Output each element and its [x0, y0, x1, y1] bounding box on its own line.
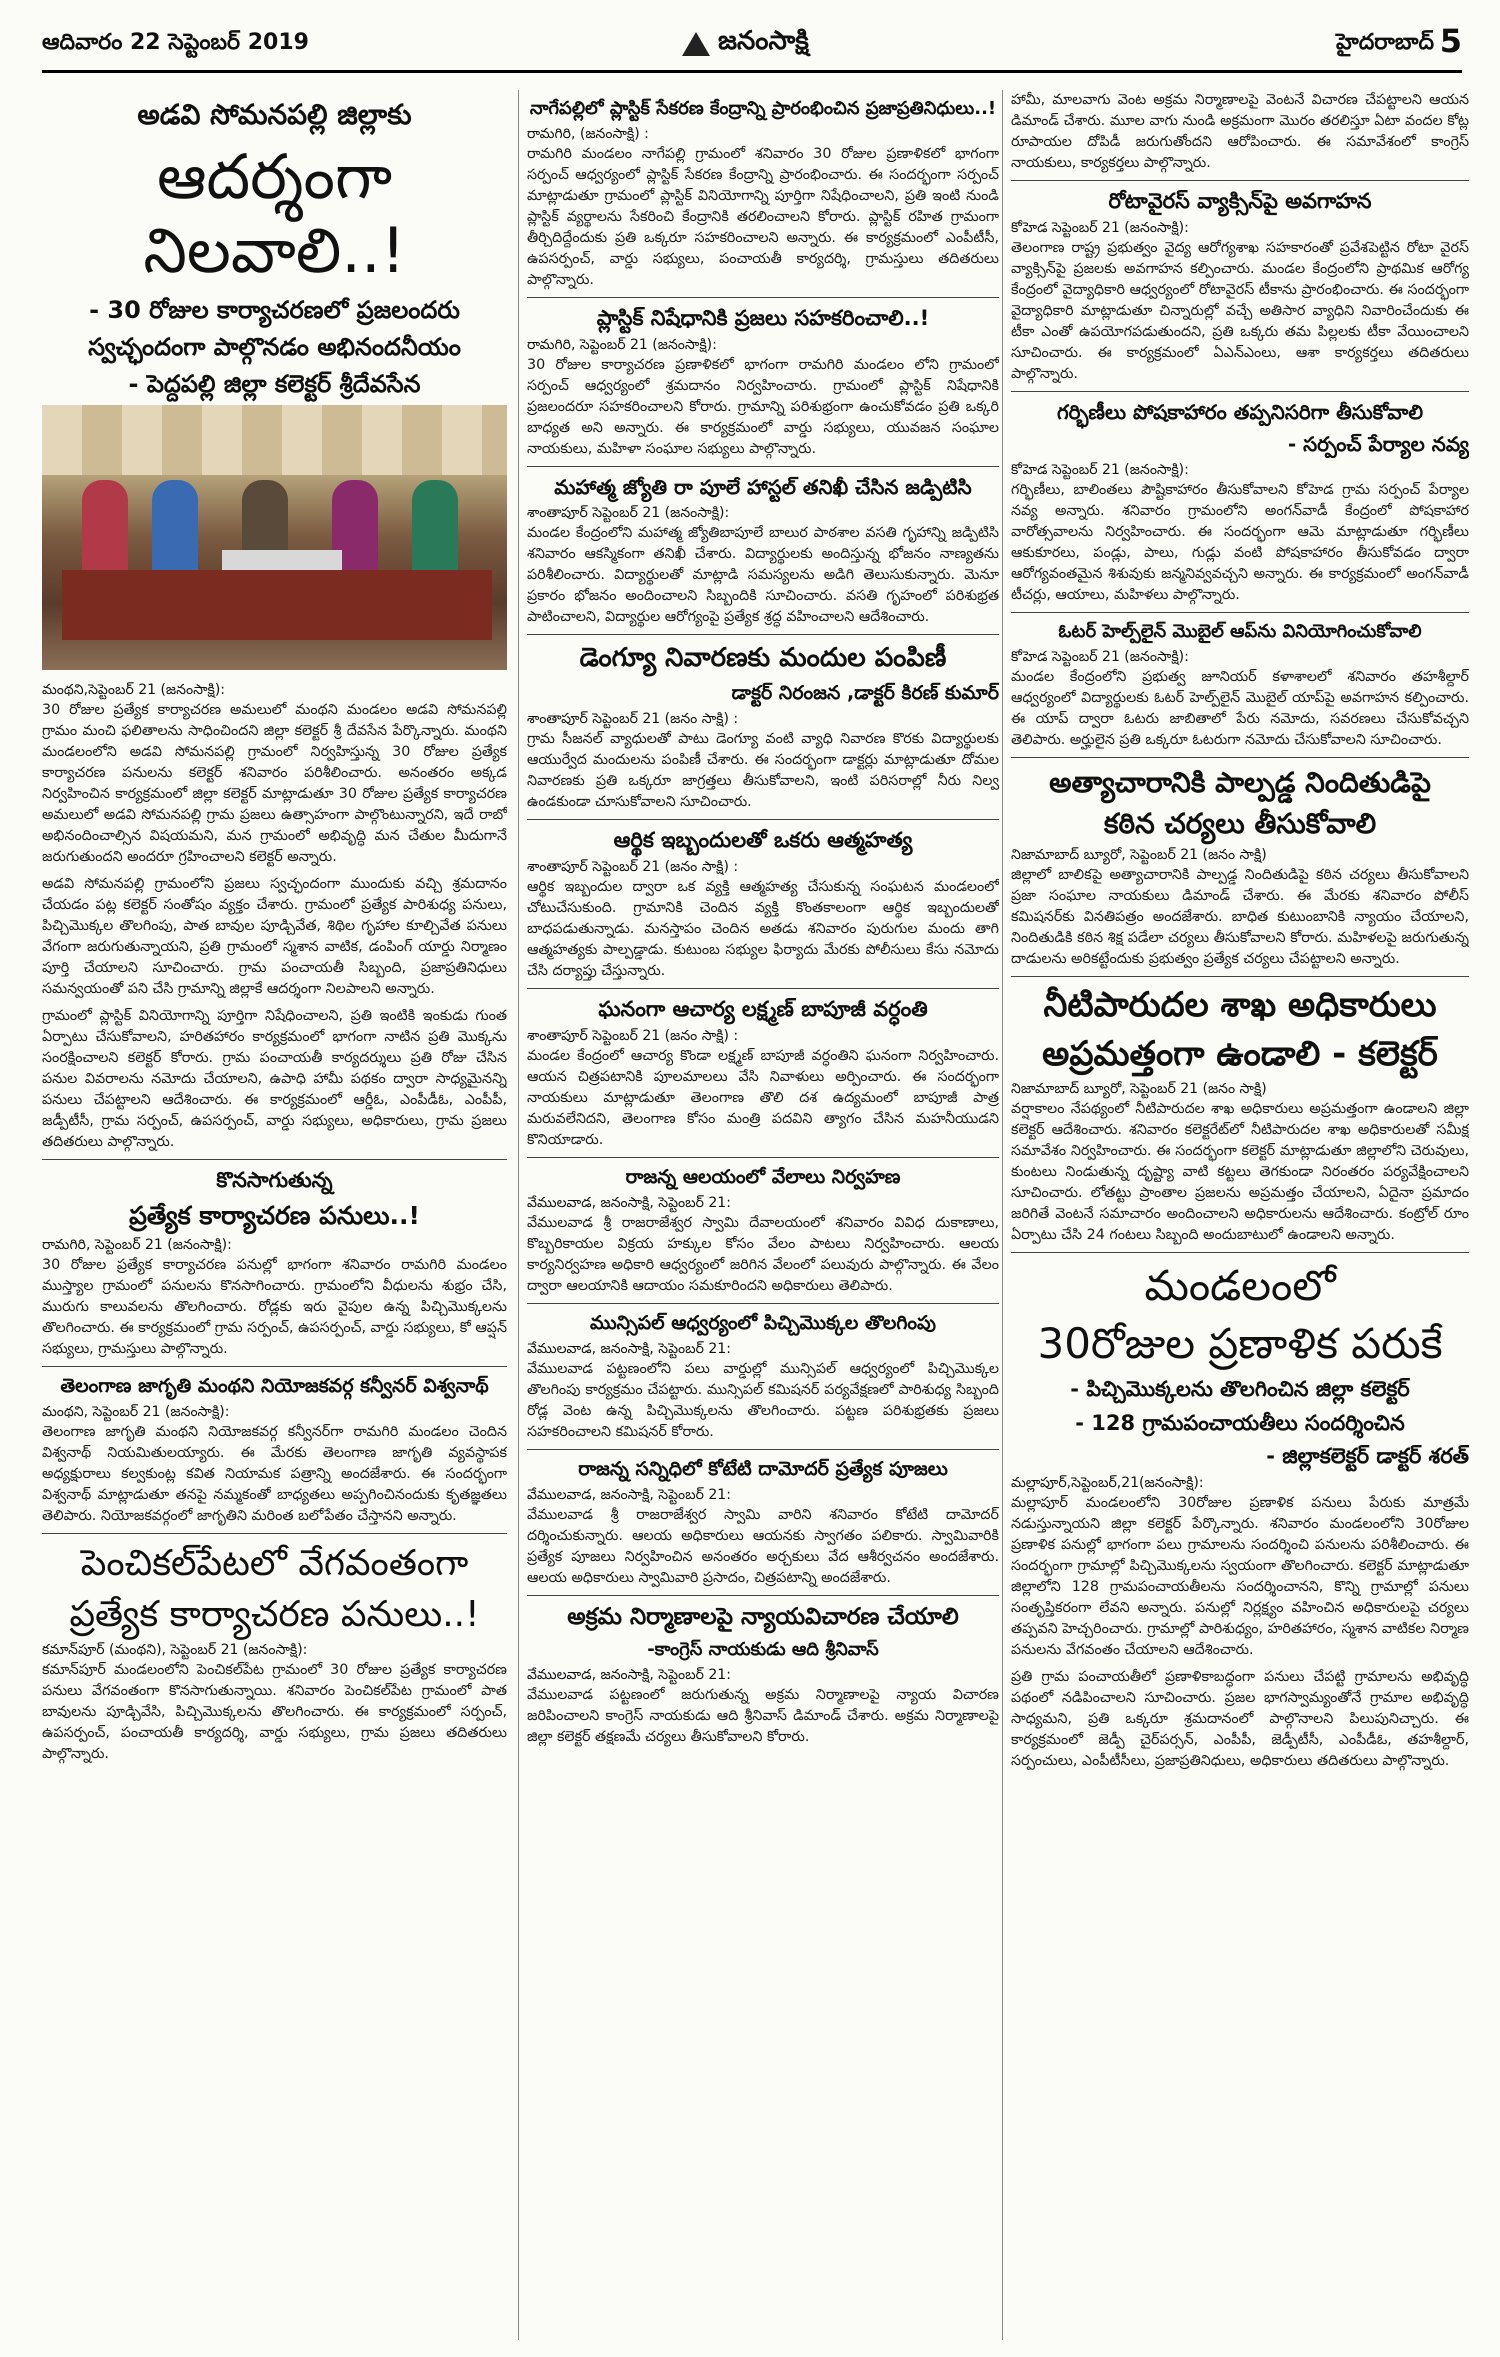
- article-body: గ్రామ సీజనల్ వ్యాధులతో పాటు డెంగ్యూ వంటి వ్యాధి నివారణ కొరకు విద్యార్థులకు ఆయుర్వేద మందులను పంపిణీ చేశారు. ఈ సందర్భంగా డాక్టర్లు మాట్లాడుతూ దోమల నివారణకు ప్రతి ఒక్కరూ జాగ్రత్తలు తీసుకోవాలని, ఇంటి పరిసరాల్లో నీరు నిల్వ ఉండకుండా చూసుకోవాలని సూచించారు.: [527, 730, 999, 810]
- article-byline: డాక్టర్ నిరంజన ,డాక్టర్ కిరణ్ కుమార్: [731, 681, 999, 704]
- article-headline: మున్సిపల్ ఆధ్వర్యంలో పిచ్చిమొక్కల తొలగింపు: [590, 1311, 936, 1334]
- article-body: ఆర్థిక ఇబ్బందుల ద్వారా ఒక వ్యక్తి ఆత్మహత్య చేసుకున్న సంఘటన మండలంలో చోటుచేసుకుంది. గ్రామానికి చెందిన వ్యక్తి కొంతకాలంగా ఆర్థిక ఇబ్బందులతో బాధపడుతున్నాడు. మనస్తాపం చెందిన అతడు శనివారం పురుగుల మందు తాగి ఆత్మహత్యకు పాల్పడ్డాడు. కుటుంబ సభ్యుల ఫిర్యాదు మేరకు పోలీసులు కేసు నమోదు చేసి దర్యాప్తు చేస్తున్నారు.: [527, 878, 999, 979]
- article-municipal-weeds: [527, 1312, 999, 1443]
- article-plastic-ban: [527, 306, 999, 460]
- masthead: [42, 22, 1462, 73]
- article-headline: మండలంలో: [1144, 1260, 1336, 1310]
- article-subhead: - పిచ్చిమొక్కలను తొలగించిన జిల్లా కలెక్టర్: [1070, 1377, 1410, 1402]
- article-body: జిల్లాలో బాలికపై అత్యాచారానికి పాల్పడ్డ నిందితుడిపై కఠిన చర్యలు తీసుకోవాలని ప్రజా సంఘాల నాయకులు డిమాండ్ చేశారు. ఈ మేరకు శనివారం పోలీస్ కమిషనర్‌కు వినతిపత్రం అందజేశారు. బాధిత కుటుంబానికి న్యాయం చేయాలని, నిందితుడికి కఠిన శిక్ష పడేలా చర్యలు తీసుకోవాలని కోరారు. మహిళలపై జరుగుతున్న దాడులను అరికట్టేందుకు ప్రభుత్వం ప్రత్యేక చర్యలు చేపట్టాలని అన్నారు.: [1011, 866, 1469, 967]
- article-body: కమాన్‌పూర్ మండలంలోని పెంచికల్‌పేట గ్రామంలో 30 రోజుల ప్రత్యేక కార్యాచరణ పనులు వేగవంతంగా కొనసాగుతున్నాయి. శనివారం పెంచికల్‌పేట గ్రామంలో పాత బావులను పూడ్చివేసి, పిచ్చిమొక్కలను తొలగించారు. ఈ కార్యక్రమంలో సర్పంచ్, ఉపసర్పంచ్, పంచాయతీ కార్యదర్శి, వార్డు సభ్యులు, గ్రామ ప్రజలు తదితరులు పాల్గొన్నారు.: [42, 1662, 507, 1763]
- article-byline: -కాంగ్రెస్ నాయకుడు ఆది శ్రీనివాస్: [647, 1639, 879, 1661]
- article-dateline: శాంతాపూర్ సెప్టెంబర్ 21 (జనంసాక్షి):: [527, 504, 730, 521]
- article-subhead: స్వచ్ఛందంగా పాల్గొనడం అభినందనీయం: [88, 333, 461, 362]
- article-assault: [1011, 766, 1469, 970]
- article-rotavirus: [1011, 189, 1469, 385]
- article-dateline: వేములవాడ, జనంసాక్షి, సెప్టెంబర్ 21:: [527, 1486, 731, 1503]
- article-body: వర్షాకాలం నేపథ్యంలో నీటిపారుదల శాఖ అధికారులు అప్రమత్తంగా ఉండాలని జిల్లా కలెక్టర్ ఆదేశించారు. శనివారం కలెక్టరేట్‌లో నీటిపారుదల శాఖ అధికారులతో సమీక్ష సమావేశం నిర్వహించారు. ఈ సందర్భంగా కలెక్టర్ మాట్లాడుతూ జిల్లాలోని చెరువులు, కుంటలు నిండుతున్న దృష్ట్యా వాటి కట్టలు తెగకుండా నిరంతరం పర్యవేక్షించాలని సూచించారు. లోతట్టు ప్రాంతాల ప్రజలను అప్రమత్తం చేయాలని, ఏదైనా ప్రమాదం జరిగితే వెంటనే సమాచారం అందించాలని అధికారులను ఆదేశించారు. కంట్రోల్ రూం ఏర్పాటు చేసి 24 గంటలు సిబ్బంది అందుబాటులో ఉండాలని అన్నారు.: [1011, 1100, 1469, 1243]
- article-continuation: [1011, 90, 1469, 174]
- article-damodar-pooja: [527, 1458, 999, 1589]
- article-special-works: [42, 1168, 507, 1360]
- article-headline: ప్రత్యేక కార్యాచరణ పనులు..!: [69, 1593, 480, 1635]
- article-illegal-constructions: [527, 1604, 999, 1748]
- article-headline: ఘనంగా ఆచార్య లక్ష్మణ్ బాపూజీ వర్ధంతి: [598, 996, 928, 1021]
- article-body: తెలంగాణ జాగృతి మంథని నియోజకవర్గ కన్వీనర్‌గా రామగిరి మండలం చెందిన విశ్వనాథ్ నియమితులయ్యారు. ఈ మేరకు తెలంగాణ జాగృతి వ్యవస్థాపక అధ్యక్షురాలు కల్వకుంట్ల కవిత నియామక పత్రాన్ని అందజేశారు. ఈ సందర్భంగా విశ్వనాథ్ మాట్లాడుతూ తనపై నమ్మకంతో బాధ్యతలు అప్పగించినందుకు కృతజ్ఞతలు తెలిపారు. నియోజకవర్గంలో జాగృతిని మరింత బలోపేతం చేస్తానని అన్నారు.: [42, 1423, 507, 1524]
- article-headline: అక్రమ నిర్మాణాలపై న్యాయవిచారణ చేయాలి: [567, 1603, 959, 1630]
- article-voter-app: [1011, 621, 1469, 751]
- article-headline: ప్రత్యేక కార్యాచరణ పనులు..!: [129, 1200, 420, 1230]
- article-body: గర్భిణీలు, బాలింతలు పౌష్టికాహారం తీసుకోవాలని కోహెడ గ్రామ సర్పంచ్ పేర్యాల నవ్య అన్నారు. శనివారం గ్రామంలోని అంగన్‌వాడీ కేంద్రంలో పోషకాహార వారోత్సవాలను నిర్వహించారు. ఈ సందర్భంగా ఆమె మాట్లాడుతూ గర్భిణీలు ఆకుకూరలు, పండ్లు, పాలు, గుడ్లు వంటి పోషకాహారం తీసుకోవడం ద్వారా ఆరోగ్యవంతమైన శిశువుకు జన్మనివ్వవచ్చని అన్నారు. ఈ కార్యక్రమంలో అంగన్‌వాడీ టీచర్లు, ఆయాలు, మహిళలు పాల్గొన్నారు.: [1011, 482, 1469, 604]
- article-irrigation: [1011, 985, 1469, 1246]
- article-body: వేములవాడ శ్రీ రాజరాజేశ్వర స్వామి దేవాలయంలో శనివారం వివిధ దుకాణాలు, కొబ్బరికాయల విక్రయ హక్కుల కోసం వేలం పాటలు నిర్వహించారు. ఆలయ కార్యనిర్వహణ అధికారి ఆధ్వర్యంలో జరిగిన వేలంలో పలువురు పాల్గొన్నారు. ఈ వేలం ద్వారా ఆలయానికి ఆదాయం సమకూరిందని అధికారులు తెలిపారు.: [527, 1214, 999, 1294]
- article-subhead: - 128 గ్రామపంచాయతీలు సందర్శించిన: [1075, 1410, 1405, 1435]
- article-body: వేములవాడ పట్టణంలోని పలు వార్డుల్లో మున్సిపల్ ఆధ్వర్యంలో పిచ్చిమొక్కల తొలగింపు కార్యక్రమం చేపట్టారు. మున్సిపల్ కమిషనర్ పర్యవేక్షణలో పారిశుధ్య సిబ్బంది రోడ్ల వెంట ఉన్న పిచ్చిమొక్కలను తొలగించారు. పట్టణ పరిశుభ్రతకు ప్రజలు సహకరించాలని కమిషనర్ కోరారు.: [527, 1360, 999, 1440]
- article-body: మల్లాపూర్ మండలంలోని 30రోజుల ప్రణాళిక పనులు పేరుకు మాత్రమే నడుస్తున్నాయని జిల్లా కలెక్టర్ పేర్కొన్నారు. శనివారం మండలంలోని 30రోజుల ప్రణాళిక పనుల్లో భాగంగా పలు గ్రామాలను సందర్శించి పనులను పరిశీలించారు. ఈ సందర్భంగా గ్రామాల్లో పిచ్చిమొక్కలను స్వయంగా తొలగించారు. కలెక్టర్ మాట్లాడుతూ జిల్లాలోని 128 గ్రామపంచాయతీలను సందర్శించానని, కొన్ని గ్రామాల్లో పనులు సంతృప్తికరంగా లేవని అన్నారు. పనుల్లో నిర్లక్ష్యం వహించిన అధికారులపై చర్యలు తప్పవని హెచ్చరించారు. గ్రామాల్లో పారిశుధ్యం, హరితహారం, స్మశాన వాటికల నిర్మాణ పనులను వేగవంతం చేయాలని ఆదేశించారు.: [1011, 1494, 1469, 1658]
- article-dateline: కోహెడ సెప్టెంబర్ 21 (జనంసాక్షి):: [1011, 462, 1189, 479]
- article-dateline: నిజామాబాద్ బ్యూరో, సెప్టెంబర్ 21 (జనం సాక్షి): [1011, 1080, 1267, 1097]
- article-body: ప్రతి గ్రామ పంచాయతీలో ప్రణాళికాబద్ధంగా పనులు చేపట్టి గ్రామాలను అభివృద్ధి పథంలో నడిపించాలని సూచించారు. ప్రజల భాగస్వామ్యంతోనే గ్రామాల అభివృద్ధి సాధ్యమని, ప్రతి ఒక్కరూ శ్రమదానంలో పాల్గొనాలని పిలుపునిచ్చారు. ఈ కార్యక్రమంలో జెడ్పీ చైర్‌పర్సన్, ఎంపీపీ, జెడ్పీటీసీ, ఎంపీడీఓ, తహశీల్దార్, సర్పంచులు, ఎంపీటీసీలు, ప్రజాప్రతినిధులు, అధికారులు తదితరులు పాల్గొన్నారు.: [1011, 1668, 1469, 1769]
- logo-icon: [682, 32, 710, 56]
- article-body: 30 రోజుల ప్రత్యేక కార్యాచరణ పనుల్లో భాగంగా శనివారం రామగిరి మండలం ముస్త్యాల గ్రామంలో పనులను కొనసాగించారు. గ్రామంలోని వీధులను శుభ్రం చేసి, మురుగు కాలువలను తొలగించారు. రోడ్లకు ఇరు వైపుల ఉన్న పిచ్చిమొక్కలను తొలగించారు. ఈ కార్యక్రమంలో గ్రామ సర్పంచ్, ఉపసర్పంచ్, వార్డు సభ్యులు, కో ఆప్షన్ సభ్యులు, గ్రామస్తులు పాల్గొన్నారు.: [42, 1256, 507, 1357]
- article-dateline: నిజామాబాద్ బ్యూరో, సెప్టెంబర్ 21 (జనం సాక్షి): [1011, 846, 1267, 863]
- article-dateline: మంథని, సెప్టెంబర్ 21 (జనంసాక్షి):: [42, 1403, 230, 1420]
- article-dengue: [527, 643, 999, 813]
- article-subhead: - జిల్లాకలెక్టర్ డాక్టర్ శరత్: [1266, 1443, 1469, 1468]
- article-headline: కఠిన చర్యలు తీసుకోవాలి: [1103, 807, 1377, 841]
- article-body: మండల కేంద్రంలోని ప్రభుత్వ జూనియర్ కళాశాలలో శనివారం తహశీల్దార్ ఆధ్వర్యంలో విద్యార్థులకు ఓటర్ హెల్ప్‌లైన్ మొబైల్ యాప్‌పై అవగాహన కల్పించారు. ఈ యాప్ ద్వారా ఓటరు జాబితాలో పేరు నమోదు, సవరణలు చేసుకోవచ్చని తెలిపారు. అర్హులైన ప్రతి ఒక్కరూ ఓటరుగా నమోదు చేసుకోవాలని సూచించారు.: [1011, 668, 1469, 748]
- article-body: హామీ, మాలవాగు వెంట అక్రమ నిర్మాణాలపై వెంటనే విచారణ చేపట్టాలని ఆయన డిమాండ్ చేశారు. మూల వాగు నుండి అక్రమంగా మొరం తరలిస్తూ ఏటా వందల కోట్ల రూపాయల దోపిడీ జరుగుతోందని ఆరోపించారు. ఈ సమావేశంలో కాంగ్రెస్ నాయకులు, కార్యకర్తలు పాల్గొన్నారు.: [1011, 92, 1469, 171]
- paper-logo: [682, 26, 809, 62]
- article-headline: కొనసాగుతున్న: [216, 1167, 333, 1192]
- edition-city: హైదరాబాద్: [1336, 30, 1434, 55]
- article-headline: గర్భిణీలు పోషకాహారం తప్పనిసరిగా తీసుకోవాలి: [1057, 400, 1423, 425]
- article-jagruthi-convener: [42, 1375, 507, 1527]
- article-headline: రాజన్న సన్నిధిలో కోటేటి దామోదర్ ప్రత్యేక పూజలు: [578, 1457, 948, 1480]
- article-headline: 30రోజుల ప్రణాళిక పరుకే: [1037, 1318, 1443, 1368]
- article-dateline: మల్లాపూర్,సెప్టెంబర్,21(జనంసాక్షి):: [1011, 1474, 1204, 1491]
- article-dateline: వేములవాడ, జనంసాక్షి, సెప్టెంబర్ 21:: [527, 1666, 731, 1683]
- article-headline: అత్యాచారానికి పాల్పడ్డ నిందితుడిపై: [1049, 765, 1431, 799]
- article-plastic-center: [527, 98, 999, 291]
- article-dateline: శాంతాపూర్ సెప్టెంబర్ 21 (జనం సాక్షి) :: [527, 1028, 739, 1045]
- article-bapuji: [527, 997, 999, 1151]
- article-body: వేములవాడ పట్టణంలో జరుగుతున్న అక్రమ నిర్మాణాలపై న్యాయ విచారణ జరిపించాలని కాంగ్రెస్ నాయకుడు ఆది శ్రీనివాస్ డిమాండ్ చేశారు. అక్రమ నిర్మాణాలపై జిల్లా కలెక్టర్ తక్షణమే చర్యలు తీసుకోవాలని కోరారు.: [527, 1686, 999, 1745]
- article-subhead: - 30 రోజుల కార్యాచరణలో ప్రజలందరు: [89, 296, 460, 325]
- article-headline: నాగేపల్లిలో ప్లాస్టిక్ సేకరణ కేంద్రాన్ని ప్రారంభించిన ప్రజాప్రతినిధులు..!: [529, 98, 997, 119]
- article-headline: నీటిపారుదల శాఖ అధికారులు: [1043, 984, 1437, 1025]
- article-kicker: అడవి సోమనపల్లి జిల్లాకు: [137, 98, 412, 131]
- article-dateline: రామగిరి, సెప్టెంబర్ 21 (జనంసాక్షి):: [527, 336, 717, 353]
- article-body: మండల కేంద్రంలో ఆచార్య కొండా లక్ష్మణ్ బాపూజీ వర్ధంతిని ఘనంగా నిర్వహించారు. ఆయన చిత్రపటానికి పూలమాలలు వేసి నివాళులు అర్పించారు. ఈ సందర్భంగా నాయకులు మాట్లాడుతూ తెలంగాణ తొలి దశ ఉద్యమంలో బాపూజీ పాత్ర మరువలేనిదని, తెలంగాణ కోసం మంత్రి పదవిని త్యాగం చేసిన మహనీయుడని కొనియాడారు.: [527, 1048, 999, 1149]
- article-body: 30 రోజుల ప్రత్యేక కార్యాచరణ అమలులో మంథని మండలం అడవి సోమనపల్లి గ్రామం మంచి ఫలితాలను సాధించిందని జిల్లా కలెక్టర్ శ్రీ దేవసేన పేర్కొన్నారు. మంథని మండలంలోని అడవి సోమనపల్లి గ్రామంలో నిర్వహిస్తున్న 30 రోజుల ప్రత్యేక కార్యాచరణ పనులను కలెక్టర్ శనివారం పరిశీలించారు. అనంతరం అక్కడ నిర్వహించిన కార్యక్రమంలో జిల్లా కలెక్టర్ మాట్లాడుతూ 30 రోజుల ప్రత్యేక కార్యాచరణ అమలులో అడవి సోమనపల్లి గ్రామ ప్రజలు ఉత్సాహంగా పాల్గొంటున్నారని, ఇదే రాబో అభినందించాల్సిన విషయమని, మన గ్రామంలో అభివృద్ధి మన చేతుల మీదుగానే జరుగుతుందని అందరూ గ్రహించాలని కలెక్టర్ అన్నారు.: [42, 701, 507, 865]
- article-headline: రాజన్న ఆలయంలో వేలాలు నిర్వహణ: [625, 1166, 901, 1189]
- article-mallapur-plan: [1011, 1261, 1469, 1772]
- article-suicide: [527, 828, 999, 982]
- article-dateline: కోహెడ సెప్టెంబర్ 21 (జనంసాక్షి):: [1011, 648, 1189, 665]
- article-dateline: కోహెడ సెప్టెంబర్ 21 (జనంసాక్షి):: [1011, 220, 1189, 237]
- article-dateline: రామగిరి, (జనంసాక్షి) :: [527, 125, 649, 142]
- article-hostel-inspection: [527, 475, 999, 628]
- article-headline: అప్రమత్తంగా ఉండాలి - కలెక్టర్: [1042, 1033, 1438, 1074]
- article-dateline: వేములవాడ, జనంసాక్షి, సెప్టెంబర్ 21:: [527, 1194, 731, 1211]
- article-headline: డెంగ్యూ నివారణకు మందుల పంపిణీ: [579, 642, 947, 673]
- article-dateline: శాంతాపూర్ సెప్టెంబర్ 21 (జనం సాక్షి) :: [527, 710, 739, 727]
- article-body: తెలంగాణ రాష్ట్ర ప్రభుత్వం వైద్య ఆరోగ్యశాఖ సహకారంతో ప్రవేశపెట్టిన రోటా వైరస్ వ్యాక్సిన్‌పై ప్రజలకు అవగాహన కల్పించారు. మండల కేంద్రంలోని ప్రాథమిక ఆరోగ్య కేంద్రంలో వైద్యాధికారి ఆధ్వర్యంలో రోటావైరస్ టీకాను ప్రారంభించారు. ఈ సందర్భంగా వైద్యాధికారి మాట్లాడుతూ చిన్నారుల్లో వచ్చే అతిసార వ్యాధిని నివారించేందుకు ఈ టీకా ఎంతో ఉపయోగపడుతుందని, ప్రతి ఒక్కరు తమ పిల్లలకు టీకా వేయించాలని సూచించారు. ఈ కార్యక్రమంలో ఏఎన్ఎంలు, ఆశా కార్యకర్తలు తదితరులు పాల్గొన్నారు.: [1011, 240, 1469, 383]
- article-body: రామగిరి మండలం నాగేపల్లి గ్రామంలో శనివారం 30 రోజుల ప్రణాళికలో భాగంగా సర్పంచ్ ఆధ్వర్యంలో ప్లాస్టిక్ సేకరణ కేంద్రాన్ని ప్రారంభించారు. ఈ సందర్భంగా సర్పంచ్ మాట్లాడుతూ గ్రామంలో ప్లాస్టిక్ వినియోగాన్ని పూర్తిగా నిషేధించాలని, ప్రతి ఇంటి నుండి ప్లాస్టిక్ వ్యర్థాలను సేకరించి కేంద్రానికి తరలించాలని కోరారు. ప్లాస్టిక్ రహిత గ్రామంగా తీర్చిదిద్దేందుకు ప్రతి ఒక్కరూ సహకరించాలని అన్నారు. ఈ కార్యక్రమంలో ఎంపీటీసీ, ఉపసర్పంచ్, వార్డు సభ్యులు, పంచాయతీ కార్యదర్శి, గ్రామస్తులు తదితరులు పాల్గొన్నారు.: [527, 145, 999, 288]
- article-penchikalpeta: [42, 1542, 507, 1765]
- article-temple-auction: [527, 1166, 999, 1297]
- article-adavi-somanapalli: [42, 98, 507, 1153]
- column-3: [1002, 90, 1469, 2340]
- article-body: అడవి సోమనపల్లి గ్రామంలోని ప్రజలు స్వచ్ఛందంగా ముందుకు వచ్చి శ్రమదానం చేయడం పట్ల కలెక్టర్ సంతోషం వ్యక్తం చేశారు. గ్రామంలో ప్రత్యేక పారిశుధ్య పనులు, పిచ్చిమొక్కల తొలగింపు, పాత బావుల పూడ్చివేత, శిథిల గృహాల కూల్చివేత పనులు వేగంగా జరుగుతున్నాయని, ప్రతి గ్రామంలో స్మశాన వాటిక, డంపింగ్ యార్డు నిర్మాణం పూర్తి చేయాలని సూచించారు. గ్రామ పంచాయతీ సిబ్బంది, ప్రజాప్రతినిధులు సమన్వయంతో పని చేసి గ్రామాన్ని జిల్లాకే ఆదర్శంగా నిలపాలని అన్నారు.: [42, 875, 507, 997]
- article-headline: పెంచికల్‌పేటలో వేగవంతంగా: [80, 1542, 469, 1584]
- article-headline: రోటావైరస్ వ్యాక్సిన్‌పై అవగాహన: [1108, 189, 1372, 213]
- article-byline: - సర్పంచ్ పేర్యాల నవ్య: [1287, 432, 1469, 457]
- article-dateline: వేములవాడ, జనంసాక్షి, సెప్టెంబర్ 21:: [527, 1340, 731, 1357]
- article-headline: ఆదర్శంగా నిలవాలి..!: [143, 139, 406, 287]
- article-photo: [42, 405, 507, 670]
- column-1: [42, 90, 507, 2340]
- article-body: 30 రోజుల కార్యాచరణ ప్రణాళికలో భాగంగా రామగిరి మండలం లోని గ్రామంలో సర్పంచ్ ఆధ్వర్యంలో శ్రమదానం నిర్వహించారు. గ్రామంలో ప్లాస్టిక్ నిషేధానికి ప్రజలందరూ సహకరించాలని కోరారు. గ్రామాన్ని పరిశుభ్రంగా ఉంచుకోవడం ప్రతి ఒక్కరి బాధ్యత అని అన్నారు. ఈ కార్యక్రమంలో వార్డు సభ్యులు, యువజన సంఘాల నాయకులు, మహిళా సంఘాల సభ్యులు పాల్గొన్నారు.: [527, 356, 999, 457]
- article-nutrition: [1011, 400, 1469, 606]
- article-body: వేములవాడ శ్రీ రాజరాజేశ్వర స్వామి వారిని శనివారం కోటేటి దామోదర్ దర్శించుకున్నారు. ఆలయ అధికారులు ఆయనకు స్వాగతం పలికారు. స్వామివారికి ప్రత్యేక పూజలు నిర్వహించిన అనంతరం అర్చకులు వేద ఆశీర్వచనం అందజేశారు. ఆలయ అధికారులు స్వామివారి ప్రసాదం, చిత్రపటాన్ని అందజేశారు.: [527, 1506, 999, 1586]
- article-headline: తెలంగాణ జాగృతి మంథని నియోజకవర్గ కన్వీనర్ విశ్వనాథ్: [60, 1374, 489, 1397]
- page-number: 5: [1439, 22, 1462, 60]
- article-headline: మహాత్మ జ్యోతి రా పూలే హాస్టల్ తనిఖీ చేసిన జడ్పిటిసి: [554, 474, 972, 499]
- article-dateline: మంథని,సెప్టెంబర్ 21 (జనంసాక్షి):: [42, 681, 226, 698]
- article-headline: ప్లాస్టిక్ నిషేధానికి ప్రజలు సహకరించాలి..!: [596, 305, 930, 330]
- paper-name: జనంసాక్షి: [718, 26, 809, 56]
- article-headline: ఓటర్ హెల్ప్‌లైన్ మొబైల్ ఆప్‌ను వినియోగించుకోవాలి: [1058, 621, 1422, 643]
- article-headline: ఆర్థిక ఇబ్బందులతో ఒకరు ఆత్మహత్య: [613, 827, 913, 852]
- article-dateline: కమాన్‌పూర్ (మంథని), సెప్టెంబర్ 21 (జనంసాక్షి):: [42, 1642, 308, 1659]
- article-body: మండల కేంద్రంలోని మహాత్మ జ్యోతిబాపూలే బాలుర పాఠశాల వసతి గృహాన్ని జడ్పిటిసి శనివారం ఆకస్మికంగా తనిఖీ చేశారు. విద్యార్థులకు అందిస్తున్న భోజనం నాణ్యతను పరిశీలించారు. విద్యార్థులతో మాట్లాడి సమస్యలను అడిగి తెలుసుకున్నారు. మెనూ ప్రకారం భోజనం అందించాలని సిబ్బందికి సూచించారు. వసతి గృహంలో పరిశుభ్రత పాటించాలని, విద్యార్థుల ఆరోగ్యంపై ప్రత్యేక శ్రద్ధ వహించాలని ఆదేశించారు.: [527, 524, 999, 625]
- column-2: [518, 90, 999, 2340]
- article-dateline: శాంతాపూర్ సెప్టెంబర్ 21 (జనం సాక్షి) :: [527, 858, 739, 875]
- issue-date: ఆదివారం 22 సెప్టెంబర్ 2019: [42, 30, 309, 55]
- article-subhead: - పెద్దపల్లి జిల్లా కలెక్టర్ శ్రీదేవసేన: [128, 369, 421, 398]
- article-dateline: రామగిరి, సెప్టెంబర్ 21 (జనంసాక్షి):: [42, 1236, 232, 1253]
- article-body: గ్రామంలో ప్లాస్టిక్ వినియోగాన్ని పూర్తిగా నిషేధించాలని, ప్రతి ఇంటికి ఇంకుడు గుంత ఏర్పాటు చేసుకోవాలని, హరితహారం కార్యక్రమంలో భాగంగా నాటిన ప్రతి మొక్కను సంరక్షించాలని కలెక్టర్ కోరారు. గ్రామ పంచాయతీ కార్యదర్శులు ప్రతి రోజు చేసిన పనుల వివరాలను నమోదు చేయాలని, ఉపాధి హామీ పథకం ద్వారా సాధ్యమైనన్ని పనులు చేపట్టాలని ఆదేశించారు. ఈ కార్యక్రమంలో ఆర్డీఓ, ఎంపీడీఓ, ఎంపీపీ, జడ్పీటీసీ, గ్రామ సర్పంచ్, ఉపసర్పంచ్, వార్డు సభ్యులు, అధికారులు, గ్రామ ప్రజలు తదితరులు పాల్గొన్నారు.: [42, 1007, 507, 1150]
